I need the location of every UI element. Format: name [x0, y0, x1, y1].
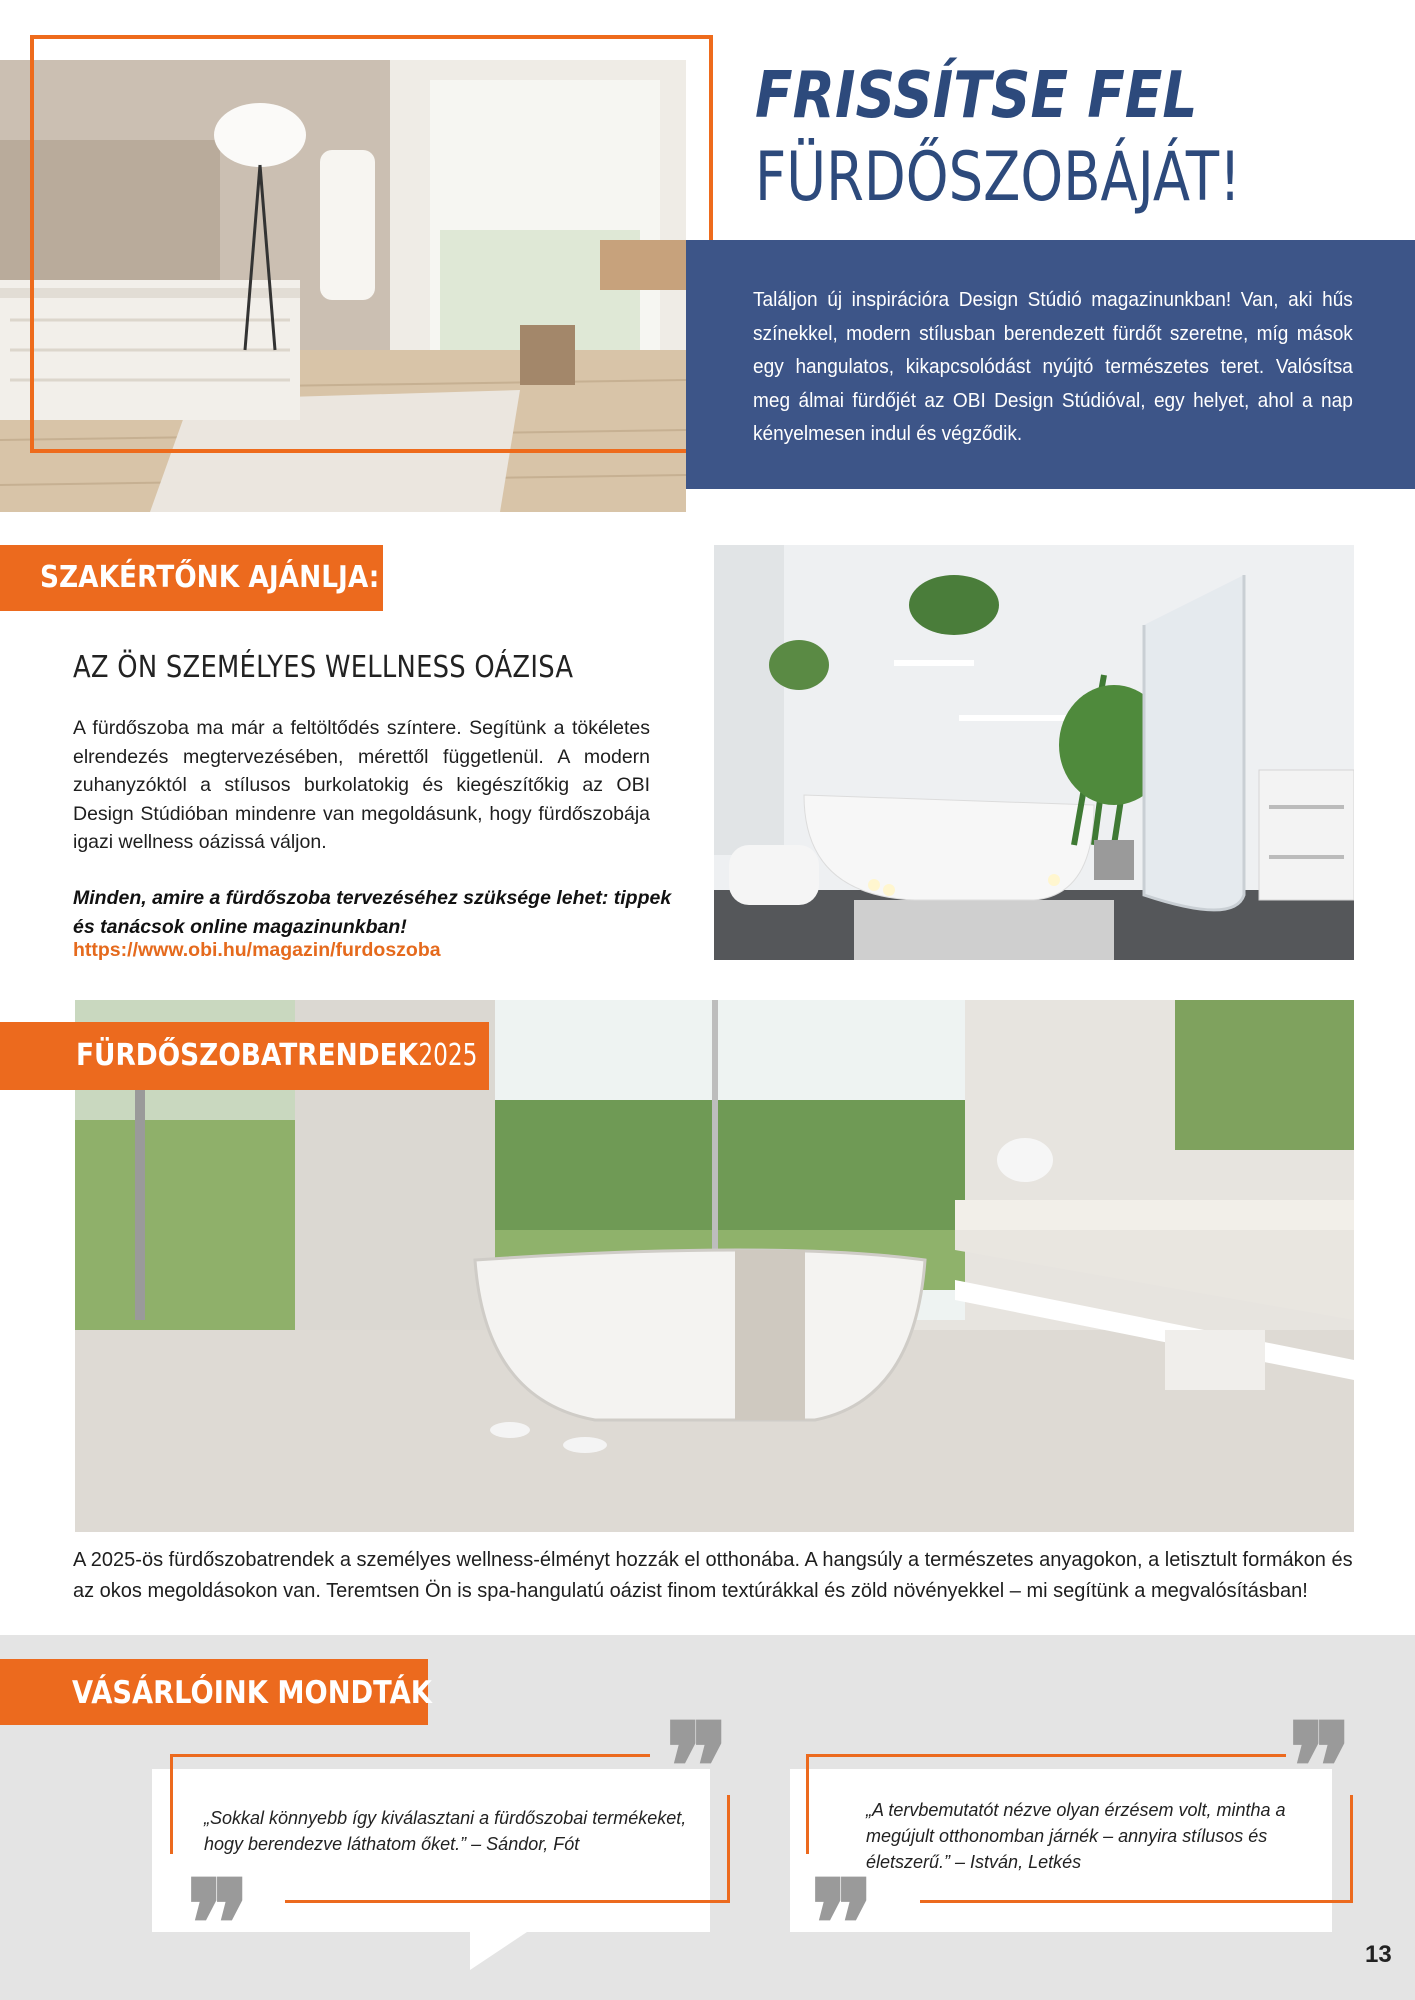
- trends-body: A 2025-ös fürdőszobatrendek a személyes wellness-élményt hozzák el otthonába. A hangsúly a természetes anyagokon, a letisztult formákon és az okos megoldásokon van. Teremtsen Ön is spa-hangulatú oázist finom textúrákkal és zöld növényekkel – mi segítünk a megvalósításban!: [73, 1549, 1353, 1602]
- testimonial-text-2: „A tervbemutatót nézve olyan érzésem volt, mintha a megújult otthonomban járnék – annyira stílusos és életszerű.” – István, Letkés: [866, 1800, 1286, 1872]
- white-bathroom-photo: [714, 545, 1354, 960]
- expert-tag: SZAKÉRTŐNK AJÁNLJA:: [0, 545, 383, 611]
- card2-quote-icon-bottom: ❞: [810, 1854, 875, 1995]
- customers-tag: VÁSÁRLÓINK MONDTÁK: [0, 1659, 428, 1725]
- card1-bottom-line: [285, 1900, 730, 1903]
- hero-orange-frame: [30, 35, 713, 453]
- wellness-body: A fürdőszoba ma már a feltöltődés színtere. Segítünk a tökéletes elrendezés megtervezésében, mérettől függetlenül. A modern zuhanyzóktól a stílusos burkolatokig és kiegészítőkig az OBI Design Stúdióban mindenre van megoldásunk, hogy fürdőszobája igazi wellness oázissá váljon.: [73, 717, 650, 853]
- trends-tag: FÜRDŐSZOBATRENDEK2025: [0, 1022, 489, 1090]
- card2-left-line: [806, 1754, 809, 1854]
- page-number: 13: [1365, 1941, 1392, 1968]
- card1-top-line: [170, 1754, 650, 1757]
- testimonial-text-1: „Sokkal könnyebb így kiválasztani a fürdőszobai termékeket, hogy berendezve láthatom őket.” – Sándor, Fót: [204, 1808, 687, 1854]
- wellness-heading: AZ ÖN SZEMÉLYES WELLNESS OÁZISA: [73, 650, 574, 685]
- card2-top-line: [806, 1754, 1286, 1757]
- gray-band-notch-left: [470, 1930, 530, 1970]
- wellness-cta: Minden, amire a fürdőszoba tervezéséhez szüksége lehet: tippek és tanácsok online magazinunkban!: [73, 887, 672, 938]
- hero-intro-text: Találjon új inspirációra Design Stúdió magazinunkban! Van, aki hűs színekkel, modern stílusban berendezett fürdőt szeretne, míg mások egy hangulatos, kikapcsolódást nyújtó természetes teret. Valósítsa meg álmai fürdőjét az OBI Design Stúdióval, egy helyet, ahol a nap kényelmesen indul és végződik.: [753, 288, 1353, 445]
- hero-title-line2: FÜRDŐSZOBÁJÁT!: [755, 138, 1241, 217]
- card2-bottom-line: [920, 1900, 1353, 1903]
- card1-quote-icon-top: ❞: [665, 1697, 730, 1838]
- hero-title-line1: FRISSÍTSE FEL: [755, 59, 1198, 133]
- card2-quote-icon-top: ❞: [1288, 1697, 1353, 1838]
- magazine-link[interactable]: https://www.obi.hu/magazin/furdoszoba: [73, 939, 441, 961]
- card1-left-line: [170, 1754, 173, 1854]
- card1-quote-icon-bottom: ❞: [186, 1854, 251, 1995]
